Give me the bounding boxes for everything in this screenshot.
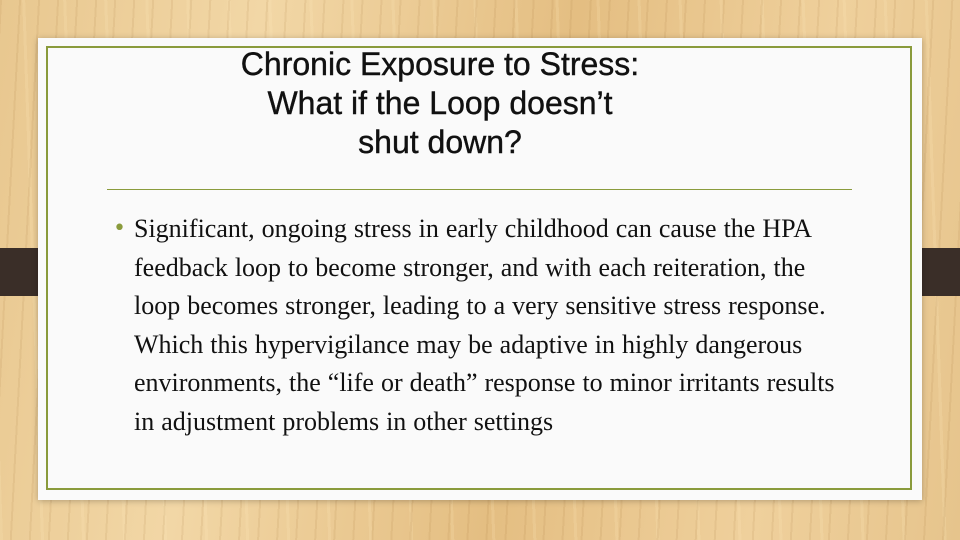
title-line-1: Chronic Exposure to Stress:: [240, 46, 640, 82]
bullet-item: [113, 210, 848, 442]
title-divider: [107, 189, 852, 190]
title-line-3: shut down?: [358, 124, 522, 160]
bullet-text: Significant, ongoing stress in early childhood can cause the HPA feedback loop to become stronger, and with each reiteration, the loop becomes stronger, leading to a very sensitive stress response. Which this hypervigilance may be adaptive in highly dangerous environments, the “life or death” response to minor irritants results in adjustment problems in other settings: [134, 214, 835, 436]
title-line-2: What if the Loop doesn’t: [267, 85, 613, 121]
bullet-icon: •: [113, 216, 126, 241]
slide-title: [130, 45, 750, 162]
